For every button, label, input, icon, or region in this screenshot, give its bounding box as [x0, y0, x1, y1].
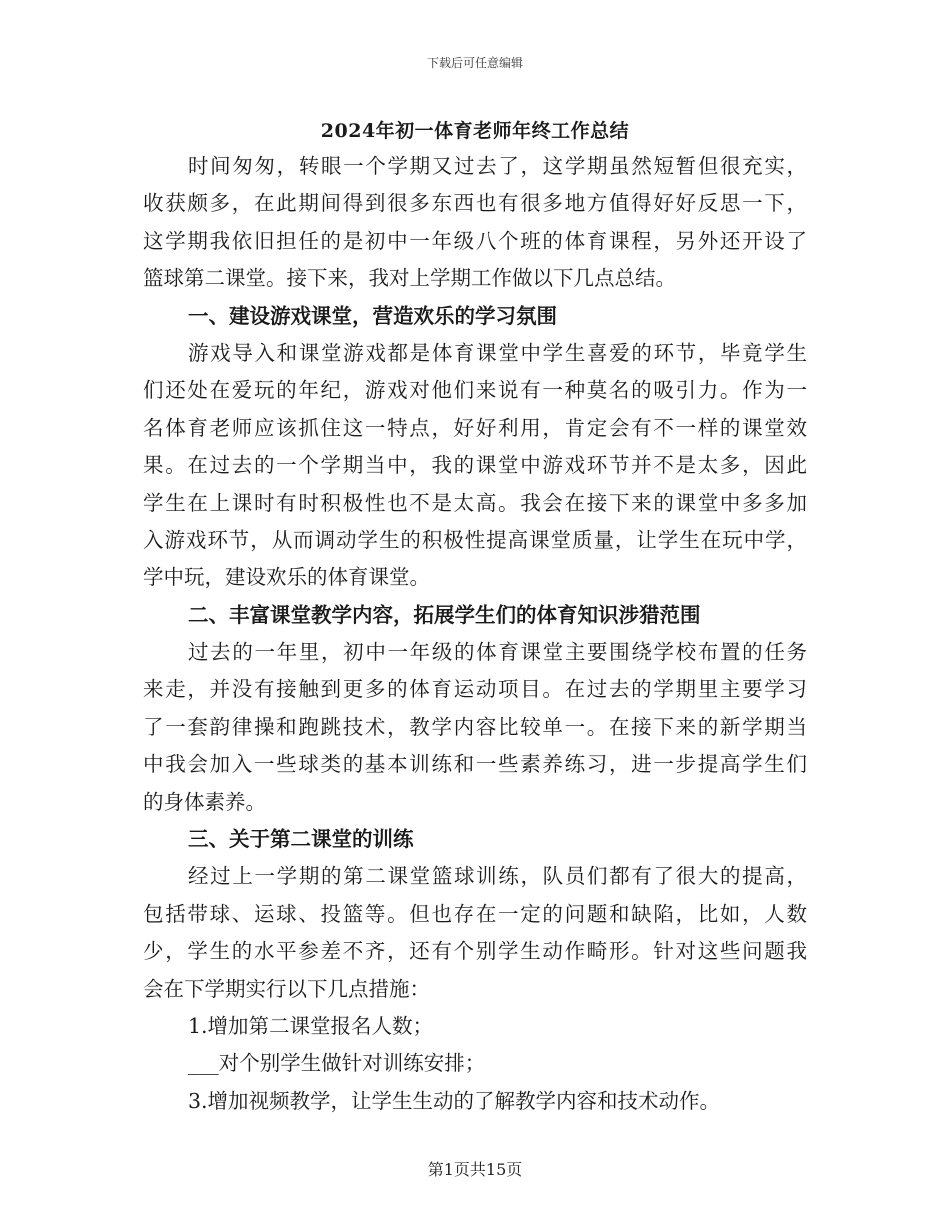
paragraph-line: 入游戏环节，从而调动学生的积极性提高课堂质量，让学生在玩中学，	[143, 527, 807, 552]
paragraph-line: 名体育老师应该抓住这一特点，好好利用，肯定会有不一样的课堂效	[143, 415, 807, 440]
page-header-note: 下载后可任意编辑	[426, 56, 523, 70]
list-item: ___对个别学生做针对训练安排；	[188, 1051, 486, 1076]
paragraph-line: 包括带球、运球、投篮等。但也存在一定的问题和缺陷，比如，人数	[143, 901, 807, 926]
page-number-footer: 第1页共15页	[427, 1160, 523, 1179]
document-title: 2024年初一体育老师年终工作总结	[320, 120, 630, 142]
paragraph-line: 这学期我依旧担任的是初中一年级八个班的体育课程，另外还开设了	[143, 228, 807, 253]
paragraph-line: 收获颇多，在此期间得到很多东西也有很多地方值得好好反思一下，	[143, 191, 807, 216]
paragraph-line: 经过上一学期的第二课堂篮球训练，队员们都有了很大的提高，	[188, 864, 807, 889]
paragraph-line: 篮球第二课堂。接下来，我对上学期工作做以下几点总结。	[143, 266, 676, 291]
paragraph-line: 们还处在爱玩的年纪，游戏对他们来说有一种莫名的吸引力。作为一	[143, 378, 807, 403]
paragraph-line: 的身体素养。	[143, 789, 266, 814]
paragraph-line: 过去的一年里，初中一年级的体育课堂主要围绕学校布置的任务	[188, 640, 807, 665]
section-heading-3: 三、关于第二课堂的训练	[188, 827, 414, 852]
paragraph-line: 少，学生的水平参差不齐，还有个别学生动作畸形。针对这些问题我	[143, 939, 807, 964]
paragraph-line: 时间匆匆，转眼一个学期又过去了，这学期虽然短暂但很充实，	[188, 154, 807, 178]
paragraph-line: 了一套韵律操和跑跳技术，教学内容比较单一。在接下来的新学期当	[143, 714, 807, 739]
list-item: 3.增加视频教学，让学生生动的了解教学内容和技术动作。	[188, 1088, 721, 1113]
paragraph-line: 学生在上课时有时积极性也不是太高。我会在接下来的课堂中多多加	[143, 490, 807, 515]
paragraph-line: 来走，并没有接触到更多的体育运动项目。在过去的学期里主要学习	[143, 677, 807, 702]
document-body	[143, 148, 807, 1120]
list-item: 1.增加第二课堂报名人数；	[188, 1013, 434, 1038]
paragraph-line: 游戏导入和课堂游戏都是体育课堂中学生喜爱的环节，毕竟学生	[188, 340, 807, 365]
paragraph-line: 果。在过去的一个学期当中，我的课堂中游戏环节并不是太多，因此	[143, 453, 807, 478]
section-heading-1: 一、建设游戏课堂，营造欢乐的学习氛围	[188, 303, 557, 328]
paragraph-line: 中我会加入一些球类的基本训练和一些素养练习，进一步提高学生们	[143, 752, 807, 777]
paragraph-line: 会在下学期实行以下几点措施：	[143, 976, 430, 1001]
paragraph-line: 学中玩，建设欢乐的体育课堂。	[143, 565, 430, 590]
section-heading-2: 二、丰富课堂教学内容，拓展学生们的体育知识涉猎范围	[188, 602, 701, 627]
